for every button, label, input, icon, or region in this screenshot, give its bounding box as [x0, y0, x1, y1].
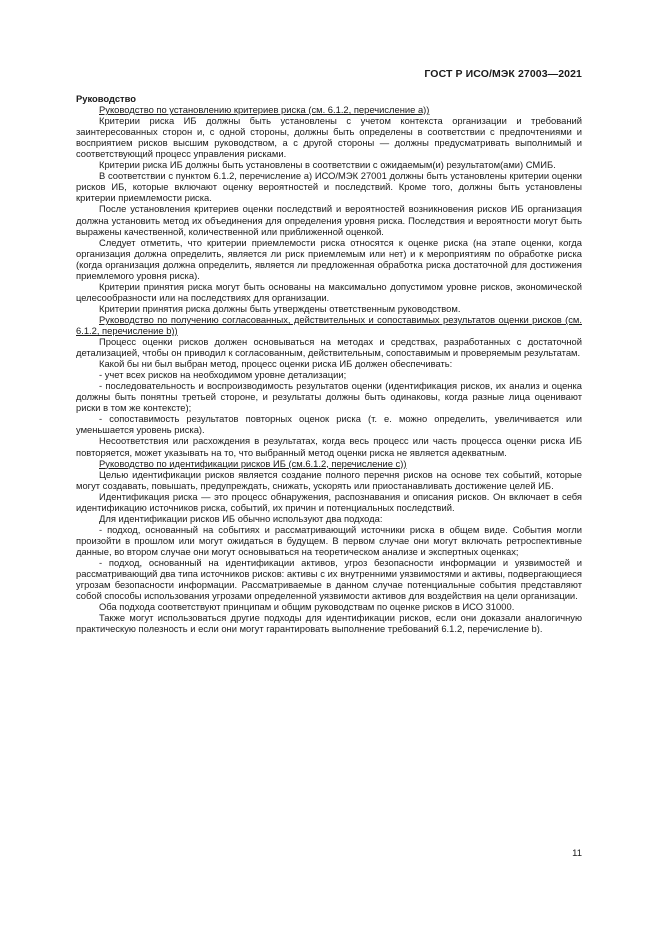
paragraph: Критерии принятия риска могут быть основаны на максимально допустимом уровне рисков, экономической целесообразности или на последствиях для организации.	[76, 280, 582, 303]
list-item: - сопоставимость результатов повторных оценок риска (т. е. можно определить, увеличивается или уменьшается уровень риска).	[76, 413, 582, 436]
paragraph: Критерии риска ИБ должны быть установлены с учетом контекста организации и требований заинтересованных сторон и, с одной стороны, должны быть определены в соответствии с предпочтениями и восприятием рисков высшим руководством, а с другой стороны — должны предусматривать выполнимый и соответствующий процесс управления рисками.	[76, 115, 582, 160]
guide-criteria-heading: Руководство по установлению критериев риска (см. 6.1.2, перечисление а))	[99, 104, 430, 116]
paragraph: Оба подхода соответствуют принципам и общим руководствам по оценке рисков в ИСО 31000.	[99, 601, 515, 613]
paragraph: После установления критериев оценки последствий и вероятностей возникновения рисков ИБ организация должна установить метод их объединения для определения уровня риска. Последствия и вероятности могут быть выражены качественной, количественной или приближенной оценкой.	[76, 203, 582, 237]
paragraph: Процесс оценки рисков должен основываться на методах и средствах, разработанных с достаточной детализацией, чтобы он приводил к согласованным, действительным, сопоставимым и проверяемым результатам.	[76, 336, 582, 359]
page-number: 11	[572, 848, 582, 859]
paragraph: Критерии принятия риска должны быть утверждены ответственным руководством.	[99, 302, 461, 314]
paragraph: Для идентификации рисков ИБ обычно используют два подхода:	[99, 512, 383, 524]
list-item: - учет всех рисков на необходимом уровне детализации;	[99, 369, 347, 381]
paragraph: Несоответствия или расхождения в результатах, когда весь процесс или часть процесса оценки риска ИБ повторяется, может указывать на то, что выбранный метод оценки риска не является адекватным.	[76, 435, 582, 458]
standard-code: ГОСТ Р ИСО/МЭК 27003—2021	[424, 68, 582, 80]
paragraph: Критерии риска ИБ должны быть установлены в соответствии с ожидаемым(и) результатом(ами) СМИБ.	[99, 159, 556, 171]
paragraph: Идентификация риска — это процесс обнаружения, распознавания и описания рисков. Он включает в себя идентификацию источников риска, событий, их причин и потенциальных последствий.	[76, 490, 582, 513]
section-heading: Руководство	[76, 93, 137, 104]
list-item: - подход, основанный на идентификации активов, угроз безопасности информации и уязвимостей и рассматривающий два типа источников рисков: активы с их внутренними уязвимостями и активы, подвергающиеся угрозам безопасности информации. Рассматриваемые в данном случае потенциальные события представляют собой способы использования угрозами определенной уязвимости активов для воздействия на цели организации.	[76, 556, 582, 602]
list-item: - подход, основанный на событиях и рассматривающий источники риска в общем виде. События могли произойти в прошлом или могут ожидаться в будущем. В первом случае они могут включать ретроспективные данные, во втором случае они могут основываться на теоретическом анализе и экспертных оценках;	[76, 523, 582, 557]
guide-identification-heading: Руководство по идентификации рисков ИБ (см.6.1.2, перечисление с))	[99, 457, 407, 469]
paragraph: Следует отметить, что критерии приемлемости риска относятся к оценке риска (на этапе оценки, когда организация должна определить, является ли риск приемлемым или нет) и к мероприятиям по обработке риска (когда организация должна определить, является ли предложенная обработка риска достаточной для достижения приемлемого уровня риска).	[76, 236, 582, 281]
page-body	[76, 93, 582, 634]
paragraph: В соответствии с пунктом 6.1.2, перечисление а) ИСО/МЭК 27001 должны быть установлены критерии оценки рисков ИБ, которые включают оценку вероятностей и последствий. Кроме того, должны быть установлены критерии приемлемости риска.	[76, 170, 582, 204]
paragraph: Какой бы ни был выбран метод, процесс оценки риска ИБ должен обеспечивать:	[99, 358, 453, 370]
guide-consistent-heading: Руководство по получению согласованных, действительных и сопоставимых результатов оценки рисков (см. 6.1.2, перечисление b))	[76, 313, 582, 336]
paragraph: Также могут использоваться другие подходы для идентификации рисков, если они доказали аналогичную практическую полезность и если они могут гарантировать выполнение требований 6.1.2, перечисление b).	[76, 612, 582, 635]
list-item: - последовательность и воспроизводимость результатов оценки (идентификация рисков, их анализ и оценка должны быть понятны третьей стороне, и результаты должны быть одинаковы, когда разные лица оценивают риски в том же контексте);	[76, 380, 582, 414]
paragraph: Целью идентификации рисков является создание полного перечня рисков на основе тех событий, которые могут создавать, повышать, предупреждать, снижать, ускорять или приостанавливать достижение целей ИБ.	[76, 468, 582, 491]
